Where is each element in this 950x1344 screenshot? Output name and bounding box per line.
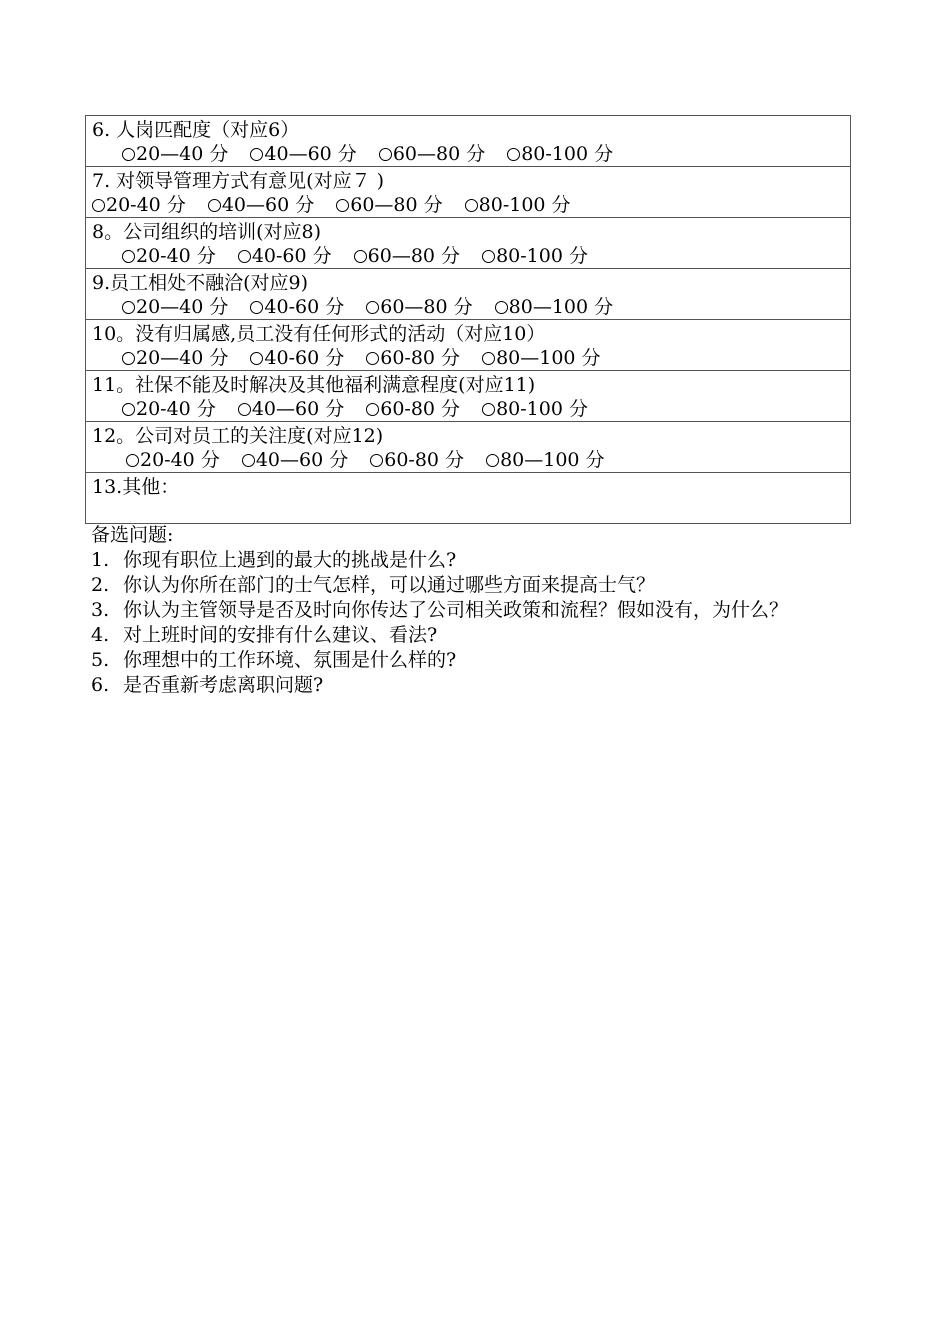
score-option[interactable] bbox=[366, 346, 460, 371]
alternative-question-number: 3. bbox=[91, 599, 110, 621]
radio-circle-icon[interactable] bbox=[482, 250, 495, 263]
alternative-question-text: 你认为你所在部门的士气怎样，可以通过哪些方面来提高士气？ bbox=[123, 574, 656, 596]
question-row bbox=[86, 218, 850, 269]
question-options bbox=[92, 295, 850, 320]
question-row bbox=[86, 320, 850, 371]
alternative-question-number: 6. bbox=[91, 674, 110, 696]
alternative-question-number: 5. bbox=[91, 649, 110, 671]
alternative-question-text: 对上班时间的安排有什么建议、看法? bbox=[123, 624, 438, 646]
radio-circle-icon[interactable] bbox=[366, 403, 379, 416]
score-option[interactable] bbox=[465, 193, 571, 218]
radio-circle-icon[interactable] bbox=[354, 250, 367, 263]
score-option[interactable] bbox=[366, 295, 472, 320]
question-options bbox=[92, 397, 850, 422]
radio-circle-icon[interactable] bbox=[336, 199, 349, 212]
score-option[interactable] bbox=[379, 142, 485, 167]
alternative-question-item bbox=[91, 623, 866, 648]
radio-circle-icon[interactable] bbox=[370, 454, 383, 467]
score-option[interactable] bbox=[336, 193, 442, 218]
score-option[interactable] bbox=[486, 448, 604, 473]
question-title: 7. 对领导管理方式有意见(对应７ ) bbox=[92, 170, 385, 192]
alternative-question-text: 你理想中的工作环境、氛围是什么样的? bbox=[123, 649, 457, 671]
radio-circle-icon[interactable] bbox=[482, 403, 495, 416]
score-option-label: 60—80 分 bbox=[350, 194, 443, 216]
score-option[interactable] bbox=[122, 142, 228, 167]
radio-circle-icon[interactable] bbox=[250, 301, 263, 314]
score-option[interactable] bbox=[92, 193, 186, 218]
score-option-label: 20-40 分 bbox=[136, 398, 216, 420]
score-option-label: 60-80 分 bbox=[380, 347, 461, 369]
score-option-label: 40—60 分 bbox=[255, 449, 349, 471]
question-title: 11。社保不能及时解决及其他福利满意程度(对应11) bbox=[92, 374, 536, 396]
score-option-label: 60-80 分 bbox=[384, 449, 465, 471]
alternative-question-text: 你现有职位上遇到的最大的挑战是什么? bbox=[123, 549, 457, 571]
score-option-label: 60—80 分 bbox=[380, 296, 473, 318]
alternative-questions-list bbox=[91, 548, 866, 698]
score-option-label: 40—60 分 bbox=[264, 143, 357, 165]
question-row bbox=[86, 371, 850, 422]
score-option-label: 80—100 分 bbox=[496, 347, 601, 369]
score-option-label: 20—40 分 bbox=[136, 143, 229, 165]
radio-circle-icon[interactable] bbox=[482, 352, 495, 365]
score-option-label: 80-100 分 bbox=[496, 245, 588, 267]
score-option-label: 60—80 分 bbox=[392, 143, 486, 165]
question-title: 9.员工相处不融洽(对应9) bbox=[92, 272, 309, 294]
radio-circle-icon[interactable] bbox=[122, 148, 135, 161]
score-option[interactable] bbox=[122, 397, 216, 422]
radio-circle-icon[interactable] bbox=[366, 352, 379, 365]
score-option[interactable] bbox=[507, 142, 613, 167]
score-option-label: 40—60 分 bbox=[221, 194, 315, 216]
alternative-questions bbox=[91, 523, 866, 698]
score-option-label: 80-100 分 bbox=[496, 398, 588, 420]
alternative-questions-heading: 备选问题: bbox=[91, 524, 174, 546]
survey-table bbox=[85, 115, 851, 524]
score-option[interactable] bbox=[250, 295, 344, 320]
radio-circle-icon[interactable] bbox=[379, 148, 392, 161]
alternative-question-number: 1. bbox=[91, 549, 110, 571]
radio-circle-icon[interactable] bbox=[242, 454, 255, 467]
question-row bbox=[86, 473, 850, 523]
radio-circle-icon[interactable] bbox=[122, 403, 135, 416]
question-options bbox=[92, 448, 850, 473]
score-option-label: 40-60 分 bbox=[264, 347, 345, 369]
question-row bbox=[86, 116, 850, 167]
question-row bbox=[86, 422, 850, 473]
question-row bbox=[86, 269, 850, 320]
alternative-question-text: 你认为主管领导是否及时向你传达了公司相关政策和流程？假如没有，为什么？ bbox=[123, 599, 789, 621]
alternative-question-number: 2. bbox=[91, 574, 110, 596]
score-option-label: 20-40 分 bbox=[136, 245, 216, 267]
score-option[interactable] bbox=[482, 346, 600, 371]
radio-circle-icon[interactable] bbox=[486, 454, 499, 467]
score-option-label: 60-80 分 bbox=[380, 398, 461, 420]
alternative-question-number: 4. bbox=[91, 624, 110, 646]
question-row bbox=[86, 167, 850, 218]
question-options bbox=[92, 193, 850, 218]
score-option-label: 40—60 分 bbox=[251, 398, 345, 420]
radio-circle-icon[interactable] bbox=[92, 199, 105, 212]
radio-circle-icon[interactable] bbox=[465, 199, 478, 212]
question-options bbox=[92, 346, 850, 371]
score-option-label: 40-60 分 bbox=[264, 296, 345, 318]
radio-circle-icon[interactable] bbox=[507, 148, 520, 161]
alternative-question-item bbox=[91, 573, 866, 598]
question-title: 12。公司对员工的关注度(对应12) bbox=[92, 425, 384, 447]
score-option-label: 20—40 分 bbox=[136, 296, 229, 318]
question-options bbox=[92, 142, 850, 167]
alternative-question-item bbox=[91, 598, 866, 623]
score-option-label: 80—100 分 bbox=[508, 296, 614, 318]
score-option-label: 20-40 分 bbox=[140, 449, 220, 471]
score-option[interactable] bbox=[126, 448, 220, 473]
radio-circle-icon[interactable] bbox=[495, 301, 508, 314]
radio-circle-icon[interactable] bbox=[122, 352, 135, 365]
score-option[interactable] bbox=[238, 397, 344, 422]
alternative-question-item bbox=[91, 673, 866, 698]
alternative-question-item bbox=[91, 648, 866, 673]
question-options bbox=[92, 244, 850, 269]
score-option-label: 80—100 分 bbox=[500, 449, 605, 471]
radio-circle-icon[interactable] bbox=[238, 250, 251, 263]
alternative-question-item bbox=[91, 548, 866, 573]
score-option[interactable] bbox=[122, 244, 216, 269]
radio-circle-icon[interactable] bbox=[122, 250, 135, 263]
question-title: 10。没有归属感,员工没有任何形式的活动（对应10） bbox=[92, 323, 546, 345]
score-option[interactable] bbox=[208, 193, 314, 218]
alternative-question-text: 是否重新考虑离职问题? bbox=[123, 674, 324, 696]
radio-circle-icon[interactable] bbox=[250, 148, 263, 161]
score-option[interactable] bbox=[482, 244, 588, 269]
score-option[interactable] bbox=[122, 295, 228, 320]
radio-circle-icon[interactable] bbox=[208, 199, 221, 212]
radio-circle-icon[interactable] bbox=[126, 454, 139, 467]
score-option[interactable] bbox=[366, 397, 460, 422]
score-option[interactable] bbox=[354, 244, 460, 269]
score-option[interactable] bbox=[250, 142, 356, 167]
score-option-label: 80-100 分 bbox=[478, 194, 571, 216]
radio-circle-icon[interactable] bbox=[250, 352, 263, 365]
score-option-label: 60—80 分 bbox=[367, 245, 461, 267]
score-option[interactable] bbox=[242, 448, 348, 473]
score-option[interactable] bbox=[122, 346, 228, 371]
radio-circle-icon[interactable] bbox=[122, 301, 135, 314]
score-option[interactable] bbox=[238, 244, 332, 269]
question-title: 8。公司组织的培训(对应8) bbox=[92, 221, 322, 243]
question-title: 6. 人岗匹配度（对应6） bbox=[92, 119, 300, 141]
score-option-label: 80-100 分 bbox=[521, 143, 614, 165]
score-option[interactable] bbox=[370, 448, 464, 473]
question-title: 13.其他： bbox=[92, 476, 180, 498]
radio-circle-icon[interactable] bbox=[366, 301, 379, 314]
score-option-label: 40-60 分 bbox=[251, 245, 332, 267]
score-option[interactable] bbox=[482, 397, 588, 422]
score-option[interactable] bbox=[495, 295, 613, 320]
score-option[interactable] bbox=[250, 346, 344, 371]
radio-circle-icon[interactable] bbox=[238, 403, 251, 416]
score-option-label: 20-40 分 bbox=[106, 194, 186, 216]
score-option-label: 20—40 分 bbox=[136, 347, 229, 369]
